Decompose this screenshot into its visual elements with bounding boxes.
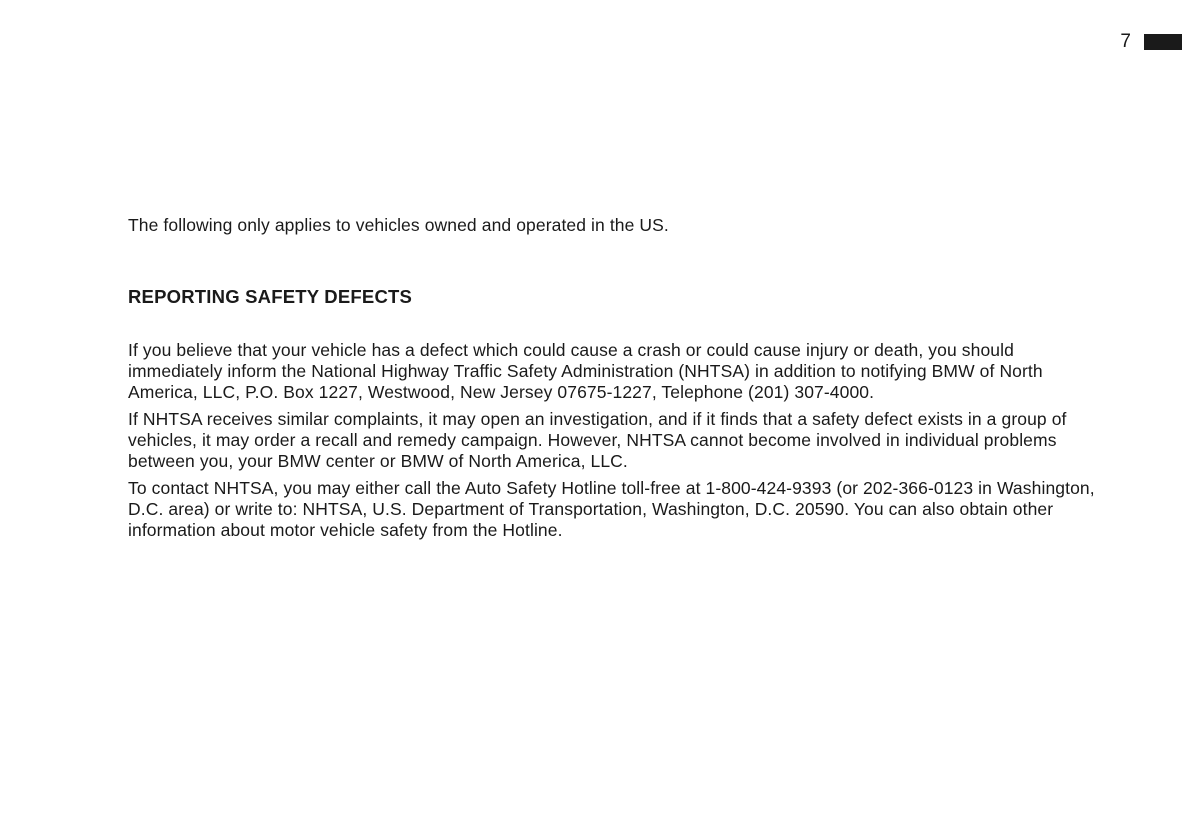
page-tab-marker (1144, 34, 1182, 50)
paragraph-contact-nhtsa: To contact NHTSA, you may either call the Auto Safety Hotline toll-free at 1-800-424-9393 (or 202-366-0123 in Washington, D.C. area) or write to: NHTSA, U.S. Department of Transportation, Washington, D.C. 20590. You can also obtain other information about motor vehicle safety from the Hotline. (128, 478, 1095, 540)
intro-text: The following only applies to vehicles owned and operated in the US. (128, 215, 669, 235)
paragraph-nhtsa-investigation: If NHTSA receives similar complaints, it may open an investigation, and if it finds that a safety defect exists in a group of vehicles, it may order a recall and remedy campaign. However, NHTSA cannot become involved in individual problems between you, your BMW center or BMW of North America, LLC. (128, 409, 1067, 471)
page-number: 7 (1120, 31, 1131, 52)
paragraph-report-defect: If you believe that your vehicle has a defect which could cause a crash or could cause injury or death, you should immediately inform the National Highway Traffic Safety Administration (NHTSA) in addition to notifying BMW of North America, LLC, P.O. Box 1227, Westwood, New Jersey 07675-1227, Telephone (201) 307-4000. (128, 340, 1043, 402)
section-heading: REPORTING SAFETY DEFECTS (128, 286, 413, 307)
page-header (1120, 30, 1182, 54)
page-content (128, 212, 1108, 541)
